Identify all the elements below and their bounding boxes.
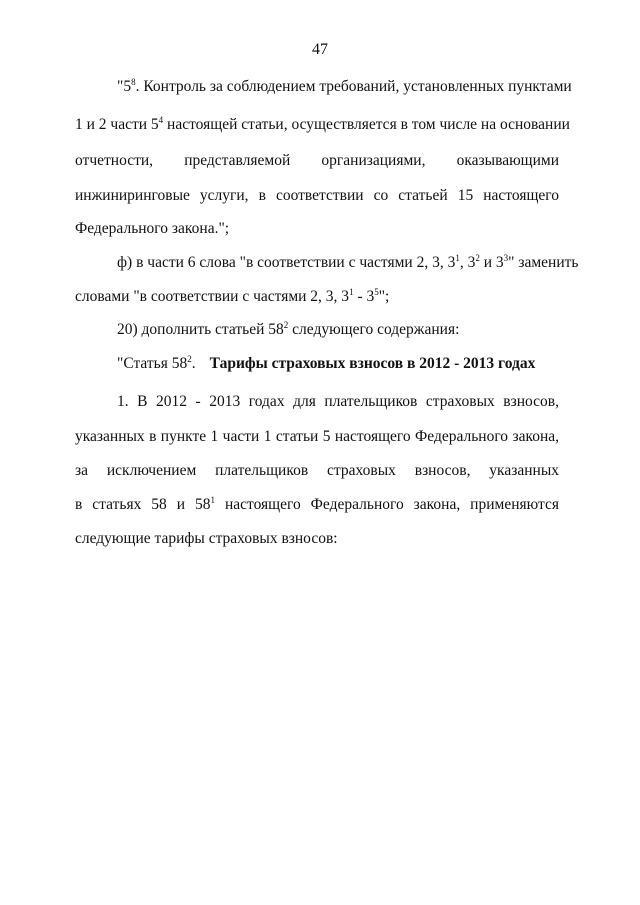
- text-line: 1. В 2012 - 2013 годах для плательщиков страховых взносов,: [117, 393, 559, 410]
- text-line: следующие тарифы страховых взносов:: [75, 530, 338, 547]
- text-line: в статьях 58 и $58^1$ настоящего Федерального закона, применяются: [75, 495, 559, 513]
- text-line: Федерального закона.";: [75, 220, 230, 237]
- text-line: за исключением плательщиков страховых взносов, указанных: [75, 462, 559, 479]
- text-line: "$5^8$. Контроль за соблюдением требований, установленных пунктами: [117, 77, 572, 95]
- text-line: 1 и 2 части $5^4$ настоящей статьи, осуществляется в том числе на основании: [75, 115, 570, 133]
- text-line: инжиниринговые услуги, в соответствии со статьей 15 настоящего: [75, 187, 559, 204]
- text-line: словами "в соответствии с частями 2, 3, $3^1 - 3^5$";: [75, 287, 390, 305]
- page-number: 47: [312, 41, 328, 58]
- text-line: 20) дополнить статьей $58^2$ следующего содержания:: [117, 320, 460, 338]
- text-line: ф) в части 6 слова "в соответствии с частями 2, 3, $3^1$, $3^2$ и $3^3$" заменить: [117, 253, 579, 271]
- article-title: Тарифы страховых взносов в 2012 - 2013 годах: [209, 355, 536, 372]
- text-line: указанных в пункте 1 части 1 статьи 5 настоящего Федерального закона,: [75, 428, 559, 445]
- article-heading: "Статья $58^2$. Тарифы страховых взносов в 2012 - 2013 годах: [117, 354, 536, 372]
- text-line: отчетности, представляемой организациями, оказывающими: [75, 152, 559, 169]
